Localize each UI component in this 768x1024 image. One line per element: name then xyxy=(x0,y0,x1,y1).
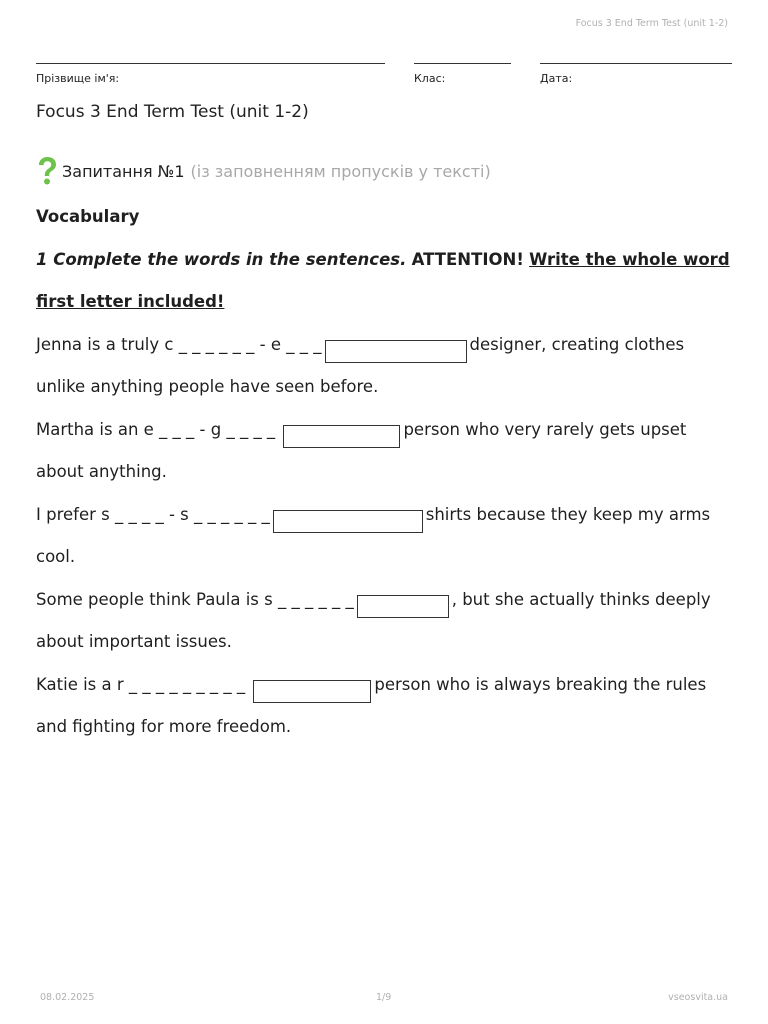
instruction-attention: ATTENTION! xyxy=(411,249,524,269)
name-field-line xyxy=(36,63,385,64)
sentence-rest: designer, creating clothes unlike anything people have seen before. xyxy=(36,334,685,396)
question-hint: (із заповненням пропусків у тексті) xyxy=(190,161,491,181)
class-field-line xyxy=(414,63,511,64)
sentence-item xyxy=(36,664,736,749)
sentence-item xyxy=(36,409,736,494)
question-mark-icon xyxy=(36,156,58,186)
answer-blank-4[interactable] xyxy=(357,595,449,618)
sentence-item xyxy=(36,579,736,664)
question-content xyxy=(36,196,736,749)
sentence-rest: person who very rarely gets upset about anything. xyxy=(36,419,687,481)
sentence-item xyxy=(36,494,736,579)
class-field-label: Клас: xyxy=(414,72,446,85)
date-field-label: Дата: xyxy=(540,72,573,85)
instruction xyxy=(36,239,736,324)
sentence-item xyxy=(36,324,736,409)
sentence-prompt: Some people think Paula is s _ _ _ _ _ _ xyxy=(36,589,354,609)
sentence-rest: person who is always breaking the rules and fighting for more freedom. xyxy=(36,674,707,736)
footer-page-number: 1/9 xyxy=(376,992,392,1003)
running-header: Focus 3 End Term Test (unit 1-2) xyxy=(575,18,728,29)
sentence-rest: , but she actually thinks deeply about important issues. xyxy=(36,589,711,651)
sentence-prompt: I prefer s _ _ _ _ - s _ _ _ _ _ _ xyxy=(36,504,270,524)
instruction-note: Write the whole word first letter included! xyxy=(36,249,730,311)
document-title: Focus 3 End Term Test (unit 1-2) xyxy=(36,102,309,122)
answer-blank-3[interactable] xyxy=(273,510,423,533)
instruction-task: 1 Complete the words in the sentences. xyxy=(36,249,407,269)
sentence-rest: shirts because they keep my arms cool. xyxy=(36,504,711,566)
section-heading: Vocabulary xyxy=(36,207,140,226)
sentence-prompt: Martha is an e _ _ _ - g _ _ _ _ xyxy=(36,419,276,439)
footer-date: 08.02.2025 xyxy=(40,992,95,1003)
sentence-prompt: Jenna is a truly c _ _ _ _ _ _ - e _ _ _ xyxy=(36,334,322,354)
date-field-line xyxy=(540,63,732,64)
answer-blank-2[interactable] xyxy=(283,425,400,448)
question-title: Запитання №1 xyxy=(62,161,185,181)
sentence-prompt: Katie is a r _ _ _ _ _ _ _ _ _ xyxy=(36,674,246,694)
answer-blank-1[interactable] xyxy=(325,340,467,363)
name-field-label: Прізвище ім'я: xyxy=(36,72,120,85)
footer-site: vseosvita.ua xyxy=(668,992,728,1003)
question-header xyxy=(36,156,491,186)
answer-blank-5[interactable] xyxy=(253,680,371,703)
